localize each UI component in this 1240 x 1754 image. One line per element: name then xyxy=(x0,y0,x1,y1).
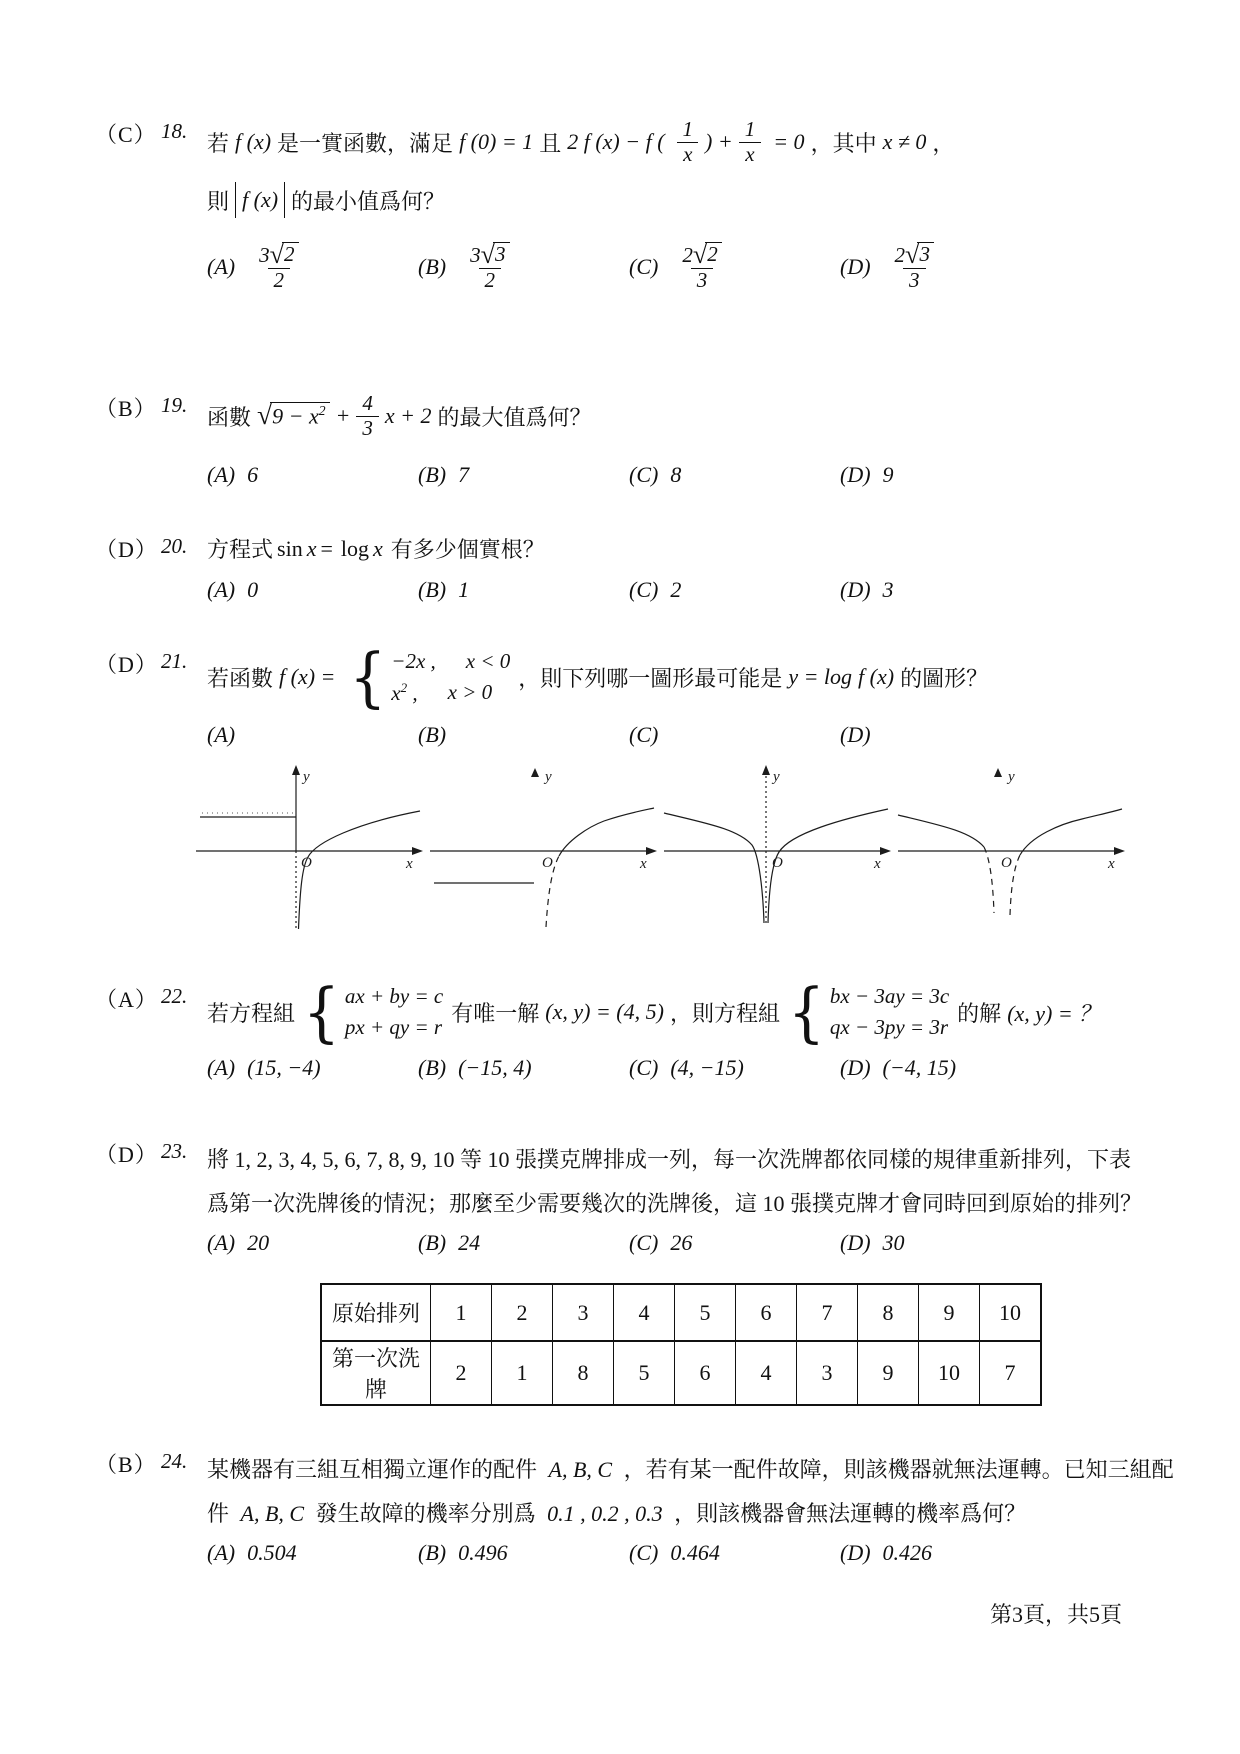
fraction xyxy=(356,392,379,440)
radicand: 2 xyxy=(282,242,299,267)
left-branch-dashed xyxy=(984,847,994,913)
option-label: (D) xyxy=(840,1540,871,1565)
math: A, B, C xyxy=(548,1457,613,1482)
answer-key-20: （D） xyxy=(95,537,158,562)
x-axis-arrow xyxy=(412,847,423,855)
table-cell: 3 xyxy=(797,1341,858,1405)
option-c xyxy=(629,462,840,488)
text: 且 xyxy=(539,130,562,156)
text: 是一實函數，滿足 xyxy=(277,130,454,156)
options-19 xyxy=(207,462,1180,488)
x-axis-label: x xyxy=(874,856,881,872)
option-value: (4, −15) xyxy=(670,1055,744,1080)
option-label: (D) xyxy=(840,254,871,280)
math: 2 f (x) − f ( xyxy=(567,129,665,155)
system-column xyxy=(345,984,443,1040)
piecewise-cases xyxy=(349,638,511,716)
question-21-line xyxy=(207,638,1180,716)
case-condition: x > 0 xyxy=(447,679,493,704)
option-fraction xyxy=(676,242,727,292)
question-24-line1 xyxy=(207,1448,1180,1492)
answer-key-19: （B） xyxy=(95,396,157,421)
x-axis-arrow xyxy=(1114,847,1125,855)
table-cell: 1 xyxy=(492,1341,553,1405)
option-b xyxy=(418,462,629,488)
sqrt-expression xyxy=(480,240,510,270)
equation: ax + by = c xyxy=(344,984,444,1008)
math: (x, y) = ？ xyxy=(1007,1000,1101,1026)
option-label: (A) xyxy=(207,462,236,488)
radical-sign: √ xyxy=(269,240,285,270)
log-branch xyxy=(299,811,421,929)
table-cell: 1 xyxy=(431,1284,492,1341)
option-label: (C) xyxy=(629,577,659,602)
option-label: (C) xyxy=(629,1540,659,1565)
graph-label-d: (D) xyxy=(840,722,871,747)
table-cell: 10 xyxy=(980,1284,1042,1341)
fraction-denominator: 3 xyxy=(356,416,379,441)
question-number-24: 24. xyxy=(161,1449,188,1473)
option-a xyxy=(207,1540,418,1566)
fraction-numerator xyxy=(889,242,940,268)
graph-labels xyxy=(207,722,1180,748)
option-b xyxy=(418,1540,629,1566)
option-value: 0.504 xyxy=(247,1540,297,1565)
case-row xyxy=(391,649,510,674)
sqrt-expression xyxy=(905,240,934,270)
math: f (x) = xyxy=(279,664,336,689)
coefficient: 3 xyxy=(259,243,270,268)
option-label: (D) xyxy=(840,1230,871,1255)
text: ，若有某一配件故障，則該機器就無法運轉。已知三組配 xyxy=(623,1457,1174,1482)
fraction xyxy=(739,118,762,166)
table-cell: 4 xyxy=(736,1341,797,1405)
exponent: 2 xyxy=(400,679,408,695)
option-label: (A) xyxy=(207,577,236,602)
option-value: 30 xyxy=(882,1230,905,1255)
table-cell: 8 xyxy=(858,1284,919,1341)
equation: px + qy = r xyxy=(344,1015,443,1039)
text: 件 xyxy=(207,1501,230,1526)
question-number-19: 19. xyxy=(161,393,188,417)
question-21 xyxy=(95,638,1180,748)
equation-system-2 xyxy=(787,973,950,1051)
y-axis-arrow xyxy=(994,768,1002,777)
x-axis-label: x xyxy=(406,856,413,872)
case-condition: x < 0 xyxy=(465,648,511,673)
case-comma: , xyxy=(407,680,418,705)
question-body-20 xyxy=(207,533,1180,603)
option-label: (B) xyxy=(418,462,447,488)
graph-option-b xyxy=(426,763,660,941)
function-name: sin xyxy=(277,535,303,561)
radicand xyxy=(270,402,329,429)
option-b xyxy=(418,242,629,292)
case-row xyxy=(391,680,510,706)
equals-sign: = xyxy=(320,535,333,561)
math: 0.1 , 0.2 , 0.3 xyxy=(547,1501,663,1526)
fraction-numerator xyxy=(676,242,727,268)
left-brace: { xyxy=(303,973,340,1051)
option-value: 2 xyxy=(670,577,682,602)
option-label: (C) xyxy=(629,254,659,280)
origin-label: O xyxy=(1001,855,1012,871)
option-label: (D) xyxy=(840,1055,871,1080)
log-branch xyxy=(559,808,654,856)
question-number-23: 23. xyxy=(161,1139,188,1163)
question-23-text xyxy=(207,1138,1180,1226)
case-expression: −2x , xyxy=(391,648,436,673)
question-22-line xyxy=(207,973,1180,1051)
radical-sign: √ xyxy=(692,240,708,270)
text: 有多少個實根？ xyxy=(390,537,545,562)
left-brace: { xyxy=(787,973,825,1051)
origin-label: O xyxy=(301,855,312,871)
text: 的解 xyxy=(957,1000,1002,1026)
text: ，則下列哪一圖形最可能是 xyxy=(518,665,783,691)
graph-option-d xyxy=(894,763,1128,941)
table-cell: 10 xyxy=(919,1341,980,1405)
fraction-numerator xyxy=(253,242,304,268)
right-branch xyxy=(1020,809,1122,855)
option-label: (B) xyxy=(418,1055,447,1080)
option-label: (D) xyxy=(840,577,871,602)
option-fraction xyxy=(253,242,304,292)
table-cell: 2 xyxy=(492,1284,553,1341)
option-value: 9 xyxy=(882,462,894,488)
question-number-20: 20. xyxy=(161,534,188,558)
equation: qx − 3py = 3r xyxy=(829,1015,949,1039)
text: 則 xyxy=(207,188,230,214)
question-23-line2: 爲第一次洗牌後的情況；那麼至少需要幾次的洗牌後，這 10 張撲克牌才會同時回到原始的排列？ xyxy=(207,1191,1143,1216)
table-cell: 5 xyxy=(675,1284,736,1341)
x-axis-arrow xyxy=(646,847,657,855)
fraction xyxy=(677,118,700,166)
option-label: (A) xyxy=(207,1055,236,1080)
table-cell: 5 xyxy=(614,1341,675,1405)
math: x xyxy=(306,535,317,561)
options-23 xyxy=(207,1230,1180,1256)
question-number-22: 22. xyxy=(161,984,188,1008)
graph-option-c xyxy=(660,763,894,941)
question-19-line xyxy=(207,392,1180,440)
text: 若方程組 xyxy=(207,1000,296,1026)
option-a xyxy=(207,577,418,603)
left-branch xyxy=(898,815,984,847)
option-label: (B) xyxy=(418,254,447,280)
radical-sign: √ xyxy=(257,399,273,431)
answer-key-21: （D） xyxy=(95,652,158,677)
option-d xyxy=(840,1055,1180,1081)
option-c xyxy=(629,242,840,292)
option-value: 3 xyxy=(882,577,894,602)
option-value: 0.426 xyxy=(882,1540,933,1565)
fraction-numerator: 4 xyxy=(362,391,373,415)
fraction-denominator: 3 xyxy=(903,268,926,293)
text: ， xyxy=(932,130,955,156)
math: x + 2 xyxy=(384,403,432,429)
x-axis-label: x xyxy=(1108,856,1115,872)
text: 的最小值爲何？ xyxy=(291,188,446,214)
graph-label-a: (A) xyxy=(207,722,236,747)
question-22 xyxy=(95,973,1180,1081)
option-c xyxy=(629,1055,840,1081)
option-label: (D) xyxy=(840,462,871,488)
math: y = log xyxy=(788,664,853,689)
text: ，其中 xyxy=(810,130,877,156)
option-value: 8 xyxy=(670,462,682,488)
radical-sign: √ xyxy=(480,240,496,270)
question-23 xyxy=(95,1138,1180,1256)
text: 發生故障的機率分別爲 xyxy=(315,1501,536,1526)
page-footer: 第3頁，共5頁 xyxy=(989,1602,1122,1627)
table-cell: 7 xyxy=(980,1341,1042,1405)
answer-key-18: （C） xyxy=(95,122,157,147)
right-branch xyxy=(768,809,888,923)
left-brace: { xyxy=(349,638,387,716)
question-number-21: 21. xyxy=(161,649,188,673)
question-body-21 xyxy=(207,638,1180,748)
question-body-18 xyxy=(207,118,1180,292)
fraction-numerator: 1 xyxy=(744,117,756,141)
question-24-text xyxy=(207,1448,1180,1536)
table-cell: 8 xyxy=(553,1341,614,1405)
answer-key-22: （A） xyxy=(95,987,158,1012)
case-base: x xyxy=(391,680,401,705)
text: 若函數 xyxy=(207,665,274,691)
question-body-22 xyxy=(207,973,1180,1081)
question-18-line1 xyxy=(207,118,1180,166)
table-cell: 6 xyxy=(675,1341,736,1405)
graph-label-c: (C) xyxy=(629,722,659,747)
question-20-line xyxy=(207,533,1180,564)
option-value: 0.464 xyxy=(670,1540,720,1565)
radicand: 2 xyxy=(705,242,722,267)
fraction-denominator: 2 xyxy=(268,268,291,293)
equation-system-1 xyxy=(303,973,444,1051)
coefficient: 2 xyxy=(682,243,693,268)
table-cell: 9 xyxy=(919,1284,980,1341)
exponent: 2 xyxy=(318,403,326,419)
y-axis-label: y xyxy=(545,769,552,785)
row-label: 第一次洗牌 xyxy=(321,1341,431,1405)
y-axis-label: y xyxy=(303,769,310,785)
option-d xyxy=(840,1540,1180,1566)
coefficient: 3 xyxy=(470,243,481,268)
table-cell: 4 xyxy=(614,1284,675,1341)
fraction-denominator: 3 xyxy=(691,268,714,293)
option-label: (A) xyxy=(207,254,236,280)
option-value: (−4, 15) xyxy=(882,1055,957,1080)
math: x ≠ 0 xyxy=(882,129,927,155)
option-fraction xyxy=(889,242,940,292)
question-18 xyxy=(95,118,1180,292)
x-axis-label: x xyxy=(640,856,647,872)
fraction-denominator: x xyxy=(677,142,698,167)
option-value: 0 xyxy=(247,577,259,602)
answer-key-24: （B） xyxy=(95,1452,157,1477)
row-label: 原始排列 xyxy=(321,1284,431,1341)
math: x xyxy=(373,535,383,561)
absolute-value-expression: f (x) xyxy=(235,182,285,218)
fraction-numerator xyxy=(464,242,515,268)
graph-label-b: (B) xyxy=(418,722,447,747)
math: A, B, C xyxy=(240,1501,305,1526)
option-b xyxy=(418,577,629,603)
sqrt-expression xyxy=(257,399,330,431)
cases-column xyxy=(391,649,510,706)
question-number-18: 18. xyxy=(161,119,188,143)
options-18 xyxy=(207,242,1180,292)
graph-row xyxy=(192,763,1132,941)
math: f (x) xyxy=(235,129,272,155)
option-a xyxy=(207,1230,418,1256)
left-branch xyxy=(664,813,764,923)
table-cell: 9 xyxy=(858,1341,919,1405)
option-value: 1 xyxy=(458,577,470,602)
options-24 xyxy=(207,1540,1180,1566)
option-value: 26 xyxy=(670,1230,693,1255)
option-value: 7 xyxy=(458,462,470,488)
sqrt-expression xyxy=(692,240,722,270)
y-axis-label: y xyxy=(773,769,780,785)
text: 函數 xyxy=(207,404,252,430)
option-a xyxy=(207,1055,418,1081)
math: f (0) = 1 xyxy=(459,129,534,155)
radicand: 3 xyxy=(493,242,510,267)
option-b xyxy=(418,1230,629,1256)
option-c xyxy=(629,1230,840,1256)
math: ) + xyxy=(705,129,733,155)
question-18-line2 xyxy=(207,182,1180,218)
y-axis-arrow xyxy=(292,765,300,775)
option-value: 0.496 xyxy=(458,1540,508,1565)
function-name: log xyxy=(340,535,370,561)
question-24 xyxy=(95,1448,1180,1566)
option-value: 20 xyxy=(247,1230,270,1255)
text: 若 xyxy=(207,130,230,156)
equation: bx − 3ay = 3c xyxy=(829,984,950,1008)
math: f (x) xyxy=(858,664,895,689)
table-cell: 7 xyxy=(797,1284,858,1341)
options-20 xyxy=(207,577,1180,603)
fraction-denominator: x xyxy=(739,142,760,167)
text: 某機器有三組互相獨立運作的配件 xyxy=(207,1457,538,1482)
text: ，則該機器會無法運轉的機率爲何？ xyxy=(674,1501,1027,1526)
option-label: (C) xyxy=(629,462,659,488)
system-column xyxy=(830,984,949,1040)
fraction-denominator: 2 xyxy=(479,268,502,293)
option-value: 24 xyxy=(458,1230,481,1255)
option-label: (A) xyxy=(207,1540,236,1565)
option-c xyxy=(629,1540,840,1566)
question-23-line1: 將 1, 2, 3, 4, 5, 6, 7, 8, 9, 10 等 10 張撲克牌排成一列，每一次洗牌都依同樣的規律重新排列，下表 xyxy=(207,1147,1132,1172)
option-value: (15, −4) xyxy=(247,1055,321,1080)
origin-label: O xyxy=(772,855,783,871)
option-d xyxy=(840,242,1180,292)
table-cell: 2 xyxy=(431,1341,492,1405)
origin-label: O xyxy=(542,855,553,871)
option-label: (C) xyxy=(629,1055,659,1080)
question-body-24 xyxy=(207,1448,1180,1566)
radicand-base: 9 − x xyxy=(272,403,319,429)
options-22 xyxy=(207,1055,1180,1081)
question-body-23 xyxy=(207,1138,1180,1256)
math: = 0 xyxy=(773,129,805,155)
answer-key-23: （D） xyxy=(95,1142,158,1167)
graph-option-a xyxy=(192,763,426,941)
plus-sign: + xyxy=(335,403,351,429)
question-19 xyxy=(95,392,1180,488)
question-body-19 xyxy=(207,392,1180,488)
shuffle-table xyxy=(320,1283,1042,1406)
option-c xyxy=(629,577,840,603)
radical-sign: √ xyxy=(905,240,920,270)
option-label: (B) xyxy=(418,1230,447,1255)
option-value: (−15, 4) xyxy=(458,1055,532,1080)
option-a xyxy=(207,462,418,488)
radicand: 3 xyxy=(917,242,934,267)
question-24-line2 xyxy=(207,1492,1180,1536)
text: ，則方程組 xyxy=(669,1000,780,1026)
y-axis-arrow xyxy=(531,768,539,777)
math: (x, y) = (4, 5) xyxy=(545,999,664,1024)
option-value: 6 xyxy=(247,462,259,488)
option-a xyxy=(207,242,418,292)
option-d xyxy=(840,577,1180,603)
case-expression xyxy=(391,680,417,706)
coefficient: 2 xyxy=(894,243,906,268)
table-row-after-shuffle xyxy=(321,1341,1041,1405)
table-row-original xyxy=(321,1284,1041,1341)
table-cell: 6 xyxy=(736,1284,797,1341)
option-label: (A) xyxy=(207,1230,236,1255)
option-label: (B) xyxy=(418,577,447,602)
text: 有唯一解 xyxy=(451,1000,540,1026)
option-label: (B) xyxy=(418,1540,447,1565)
sqrt-expression xyxy=(269,240,299,270)
option-d xyxy=(840,462,1180,488)
y-axis-label: y xyxy=(1008,769,1015,785)
option-d xyxy=(840,1230,1180,1256)
text: 的圖形？ xyxy=(900,665,989,691)
option-label: (C) xyxy=(629,1230,659,1255)
y-axis-arrow xyxy=(762,765,770,775)
question-20 xyxy=(95,533,1180,603)
option-b xyxy=(418,1055,629,1081)
option-fraction xyxy=(464,242,515,292)
table-cell: 3 xyxy=(553,1284,614,1341)
text: 方程式 xyxy=(207,537,274,562)
x-axis-arrow xyxy=(880,847,891,855)
text: 的最大值爲何？ xyxy=(437,404,592,430)
fraction-numerator: 1 xyxy=(682,117,694,141)
